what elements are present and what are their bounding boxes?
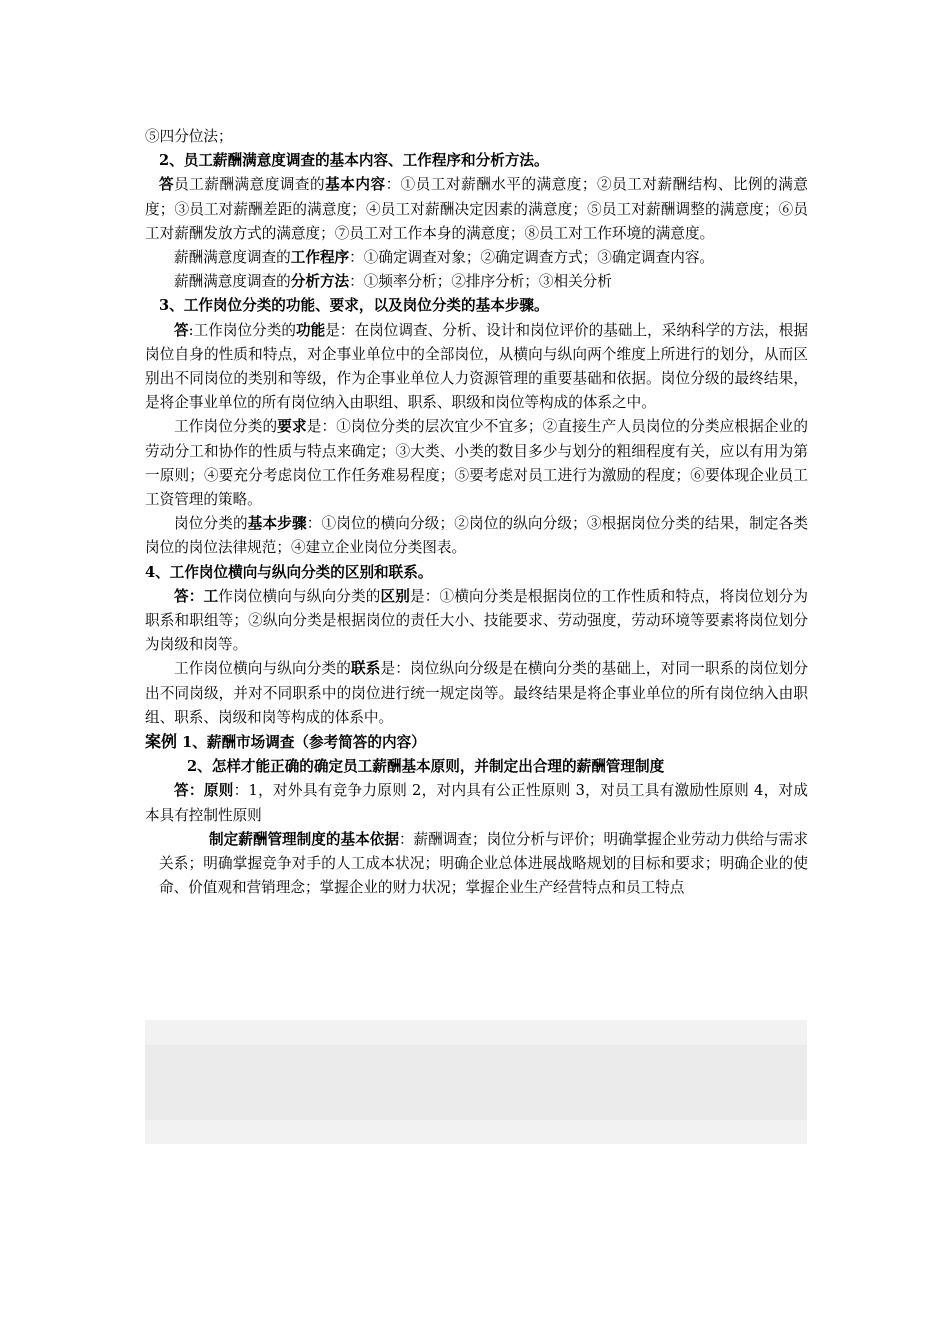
q4-link-lead: 工作岗位横向与纵向分类的: [174, 660, 351, 678]
q3-answer-label: 答: [174, 321, 189, 339]
q4-diff-text: 是：①横向分类是根据岗位的工作性质和特点，将岗位划分为职系和职组等；②纵向分类是根据岗位的责任大小、技能要求、劳动强度，劳动环境等要素将岗位划分为岗级和岗等。: [145, 587, 808, 654]
case-label: 案例: [145, 732, 178, 752]
q4-link-text: 是：岗位纵向分级是在横向分类的基础上，对同一职系的岗位划分出不同岗级，并对不同职系中的岗位进行统一规定岗等。最终结果是将企事业单位的所有岗位纳入由职组、职系、岗级和岗等构成的体系中。: [145, 660, 808, 726]
q4-link-key: 联系: [350, 660, 381, 678]
q3-function-key: 功能: [296, 321, 326, 339]
q2-answer-label: 答: [159, 176, 175, 194]
case-basis-text: ：薪酬调查；岗位分析与评价；明确掌握企业劳动力供给与需求关系；明确掌握竞争对手的人工成本状况；明确企业总体进展战略规划的目标和要求；明确企业的使命、价值观和营销理念；掌握企业的财力状况；掌握企业生产经营特点和员工特点: [159, 830, 808, 897]
q2-procedure-paragraph: [145, 246, 808, 270]
case-principle-text: ：1，对外具有竞争力原则 2，对内具有公正性原则 3，对员工具有激励性原则 4，对成本具有控制性原则: [145, 782, 808, 824]
q4-diff-lead: 作岗位横向与纵向分类的: [218, 587, 381, 605]
q4-link-paragraph: [145, 657, 808, 730]
q2-method-paragraph: [145, 270, 808, 294]
q3-requirement-lead: 工作岗位分类的: [174, 418, 278, 436]
q2-method-text: ：①频率分析；②排序分析；③相关分析: [349, 273, 612, 291]
case-answer-label: 答：: [174, 782, 204, 800]
q1-tail-line: ⑤四分位法；: [145, 128, 233, 145]
case-item-1: 1、薪酬市场调查（参考简答的内容）: [177, 734, 426, 752]
grey-block-band: [145, 1045, 807, 1120]
q2-content-lead: 员工薪酬满意度调查的: [174, 176, 326, 194]
q2-content-key: 基本内容: [325, 176, 386, 194]
q3-steps-text: ：①岗位的横向分级；②岗位的纵向分级；③根据岗位分类的结果，制定各类岗位的岗位法律规范；④建立企业岗位分类图表。: [145, 515, 808, 557]
q2-procedure-key: 工作程序: [290, 249, 350, 267]
case-principle-paragraph: [145, 779, 808, 827]
q2-procedure-text: ：①确定调查对象；②确定调查方式；③确定调查内容。: [349, 249, 715, 267]
q2-procedure-lead: 薪酬满意度调查的: [174, 249, 291, 267]
q3-requirement-key: 要求: [277, 418, 307, 436]
q3-steps-paragraph: [145, 512, 808, 560]
empty-grey-block: [145, 1020, 807, 1144]
q3-function-paragraph: [145, 319, 808, 416]
case-item-2: 2、怎样才能正确的确定员工薪酬基本原则，并制定出合理的薪酬管理制度: [187, 758, 665, 776]
q4-title: 4、工作岗位横向与纵向分类的区别和联系。: [145, 563, 433, 581]
document-body: [145, 125, 808, 901]
q3-requirement-text: 是：①岗位分类的层次宜少不宜多；②直接生产人员岗位的分类应根据企业的劳动分工和协作的性质与特点来确定；③大类、小类的数目多少与划分的粗细程度有关，应以有用为第一原则；④要充分考虑岗位工作任务难易程度；⑤要考虑对员工进行为激励的程度；⑥要体现企业员工工资管理的策略。: [145, 418, 808, 509]
q2-content-paragraph: [145, 173, 808, 246]
q3-function-text: 是：在岗位调查、分析、设计和岗位评价的基础上，采纳科学的方法，根据岗位自身的性质和特点，对企事业单位中的全部岗位，从横向与纵向两个维度上所进行的划分，从而区别出不同岗位的类别和等级，作为企事业单位人力资源管理的重要基础和依据。岗位分级的最终结果，是将企事业单位的所有岗位纳入由职组、职系、职级和岗位等构成的体系之中。: [145, 321, 808, 412]
case-principle-key: 原则: [203, 782, 234, 800]
q4-answer-first: 工: [203, 587, 219, 605]
q3-steps-lead: 岗位分类的: [174, 515, 248, 533]
q3-steps-key: 基本步骤: [247, 515, 307, 533]
case-basis-paragraph: [145, 828, 808, 901]
case-heading: [145, 730, 808, 755]
q3-function-lead: :工作岗位分类的: [188, 321, 296, 339]
q4-answer-label: 答：: [174, 587, 204, 605]
q3-title: 3、工作岗位分类的功能、要求，以及岗位分类的基本步骤。: [159, 297, 549, 315]
q2-method-lead: 薪酬满意度调查的: [174, 273, 291, 291]
q2-method-key: 分析方法: [290, 273, 350, 291]
q4-diff-key: 区别: [380, 587, 410, 605]
q4-diff-paragraph: [145, 585, 808, 658]
case-basis-key: 制定薪酬管理制度的基本依据: [209, 830, 399, 848]
q3-requirement-paragraph: [145, 415, 808, 512]
q2-content-text: ：①员工对薪酬水平的满意度；②员工对薪酬结构、比例的满意度；③员工对薪酬差距的满意度；④员工对薪酬决定因素的满意度；⑤员工对薪酬调整的满意度；⑥员工对薪酬发放方式的满意度；⑦员工对工作本身的满意度；⑧员工对工作环境的满意度。: [145, 176, 808, 242]
q2-title: 2、员工薪酬满意度调查的基本内容、工作程序和分析方法。: [159, 152, 549, 170]
